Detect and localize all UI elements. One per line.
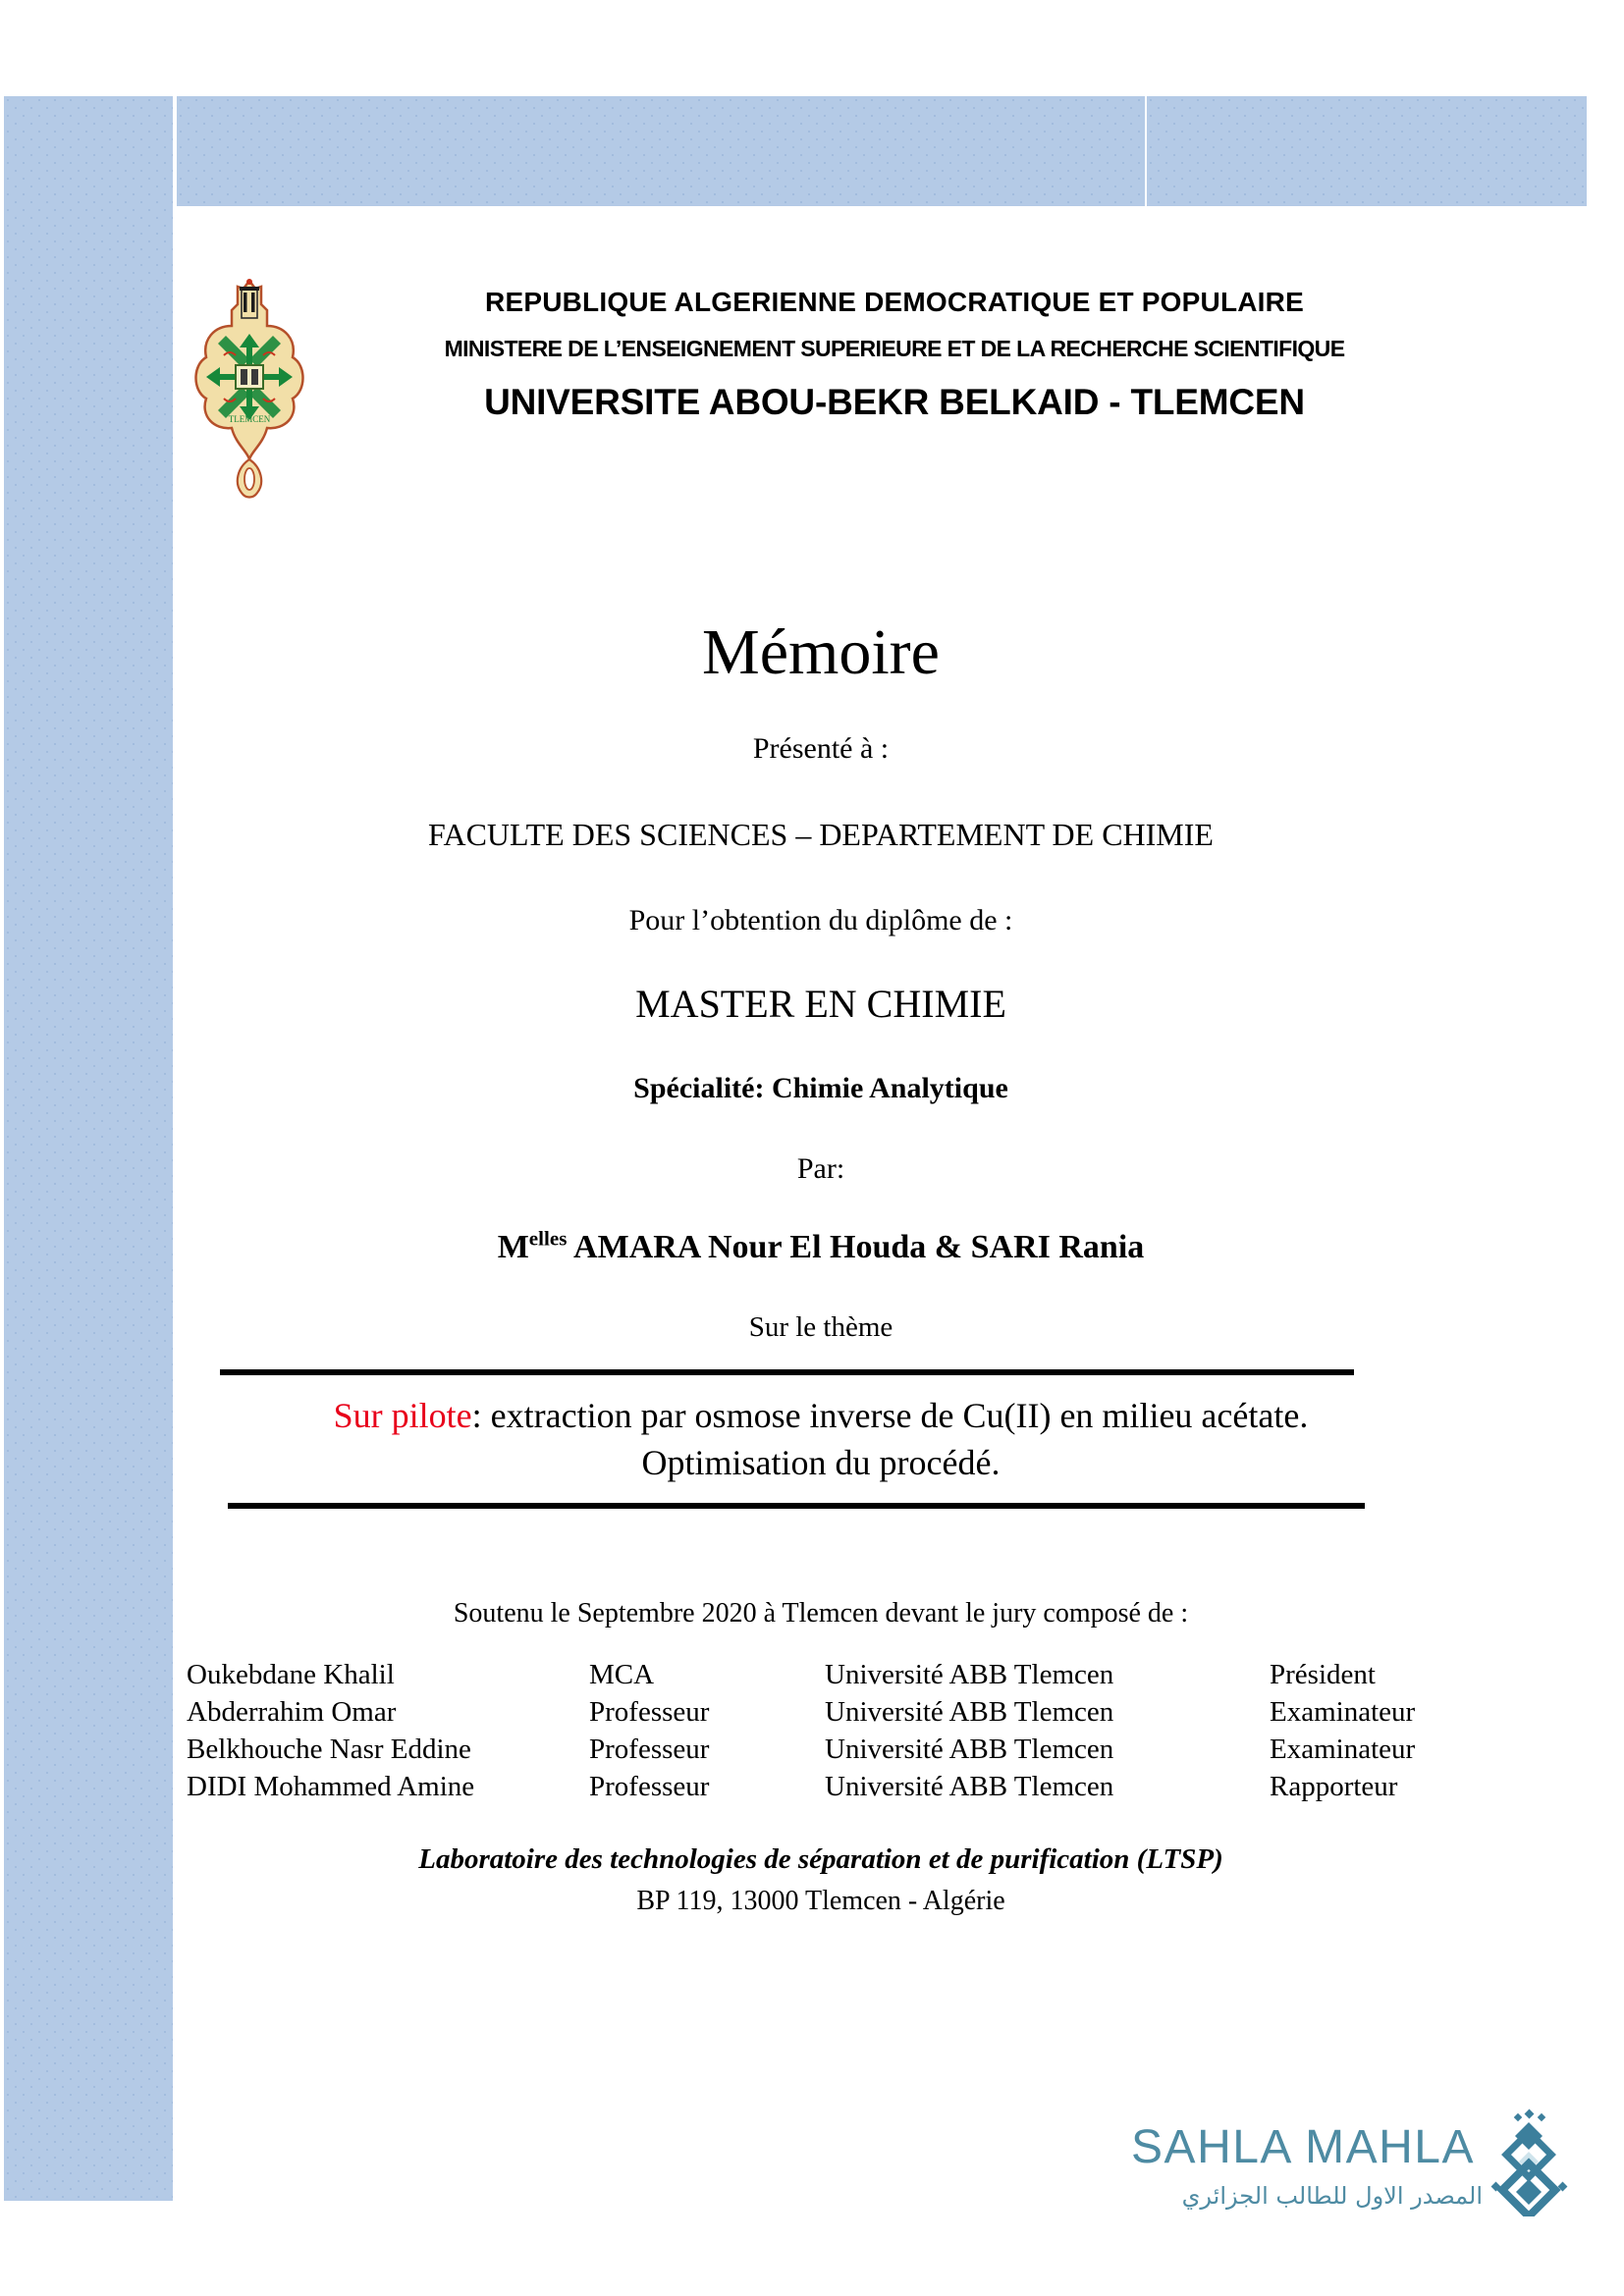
- title-rule-bottom: [228, 1503, 1365, 1509]
- laboratory-address: BP 119, 13000 Tlemcen - Algérie: [636, 1886, 1005, 1916]
- top-accent-band-right: [1147, 96, 1587, 206]
- watermark-brand: SAHLA MAHLA: [1131, 2121, 1475, 2173]
- by-label: Par:: [796, 1152, 845, 1185]
- table-row: [187, 1696, 1502, 1734]
- country-title: REPUBLIQUE ALGERIENNE DEMOCRATIQUE ET POPULAIRE: [485, 287, 1304, 317]
- jury-grade: Professeur: [589, 1696, 710, 1728]
- authors-names: AMARA Nour El Houda & SARI Rania: [567, 1229, 1145, 1265]
- jury-name: Abderrahim Omar: [187, 1696, 397, 1728]
- thesis-title: [173, 1375, 1469, 1503]
- table-row: [187, 1659, 1502, 1696]
- jury-grade: Professeur: [589, 1734, 710, 1765]
- authors-honorific-suffix: elles: [528, 1226, 568, 1251]
- jury-name: Belkhouche Nasr Eddine: [187, 1734, 471, 1765]
- jury-name: Oukebdane Khalil: [187, 1659, 395, 1690]
- sahla-mahla-watermark: [1121, 2109, 1573, 2256]
- authors-honorific: M: [497, 1229, 529, 1265]
- thesis-title-block: [173, 1369, 1469, 1509]
- ministry-title: MINISTERE DE L’ENSEIGNEMENT SUPERIEURE ET DE LA RECHERCHE SCIENTIFIQUE: [444, 336, 1345, 361]
- laboratory-block: [173, 1843, 1469, 1917]
- document-type: Mémoire: [702, 616, 940, 688]
- jury-role: Examinateur: [1270, 1734, 1416, 1765]
- thesis-title-highlight: Sur pilote: [333, 1396, 472, 1435]
- jury-role: Président: [1270, 1659, 1376, 1690]
- jury-grade: Professeur: [589, 1771, 710, 1802]
- university-header: [173, 275, 1469, 501]
- authors-line: [173, 1226, 1469, 1266]
- university-crest-icon: [190, 275, 308, 501]
- top-accent-band-left: [177, 96, 1145, 206]
- jury-affiliation: Université ABB Tlemcen: [825, 1734, 1114, 1765]
- left-accent-band: [4, 96, 173, 2201]
- degree-label: Pour l’obtention du diplôme de :: [628, 904, 1013, 936]
- jury-affiliation: Université ABB Tlemcen: [825, 1696, 1114, 1728]
- theme-label: Sur le thème: [748, 1311, 893, 1343]
- svg-text:TLEMCEN: TLEMCEN: [228, 414, 271, 424]
- table-row: [187, 1771, 1502, 1808]
- cover-body: [173, 589, 1469, 1344]
- jury-role: Examinateur: [1270, 1696, 1416, 1728]
- jury-name: DIDI Mohammed Amine: [187, 1771, 475, 1802]
- speciality: Spécialité: Chimie Analytique: [633, 1072, 1008, 1104]
- jury-role: Rapporteur: [1270, 1771, 1398, 1802]
- diamond-ornament-icon: [1487, 2109, 1573, 2216]
- jury-affiliation: Université ABB Tlemcen: [825, 1659, 1114, 1690]
- presented-to-label: Présenté à :: [752, 732, 890, 765]
- laboratory-name: Laboratoire des technologies de séparation et de purification (LTSP): [418, 1843, 1223, 1875]
- faculty-name: FACULTE DES SCIENCES – DEPARTEMENT DE CHIMIE: [428, 817, 1214, 852]
- degree-name: MASTER EN CHIMIE: [635, 982, 1006, 1026]
- jury-grade: MCA: [589, 1659, 655, 1690]
- defense-statement: Soutenu le Septembre 2020 à Tlemcen devant le jury composé de :: [453, 1598, 1189, 1629]
- watermark-tagline: المصدر الاول للطالب الجزائري: [1181, 2182, 1483, 2210]
- jury-table: [187, 1659, 1502, 1808]
- thesis-title-rest: : extraction par osmose inverse de Cu(II) en milieu acétate. Optimisation du procédé.: [471, 1396, 1309, 1482]
- university-title: UNIVERSITE ABOU-BEKR BELKAID - TLEMCEN: [484, 382, 1305, 422]
- table-row: [187, 1734, 1502, 1771]
- jury-affiliation: Université ABB Tlemcen: [825, 1771, 1114, 1802]
